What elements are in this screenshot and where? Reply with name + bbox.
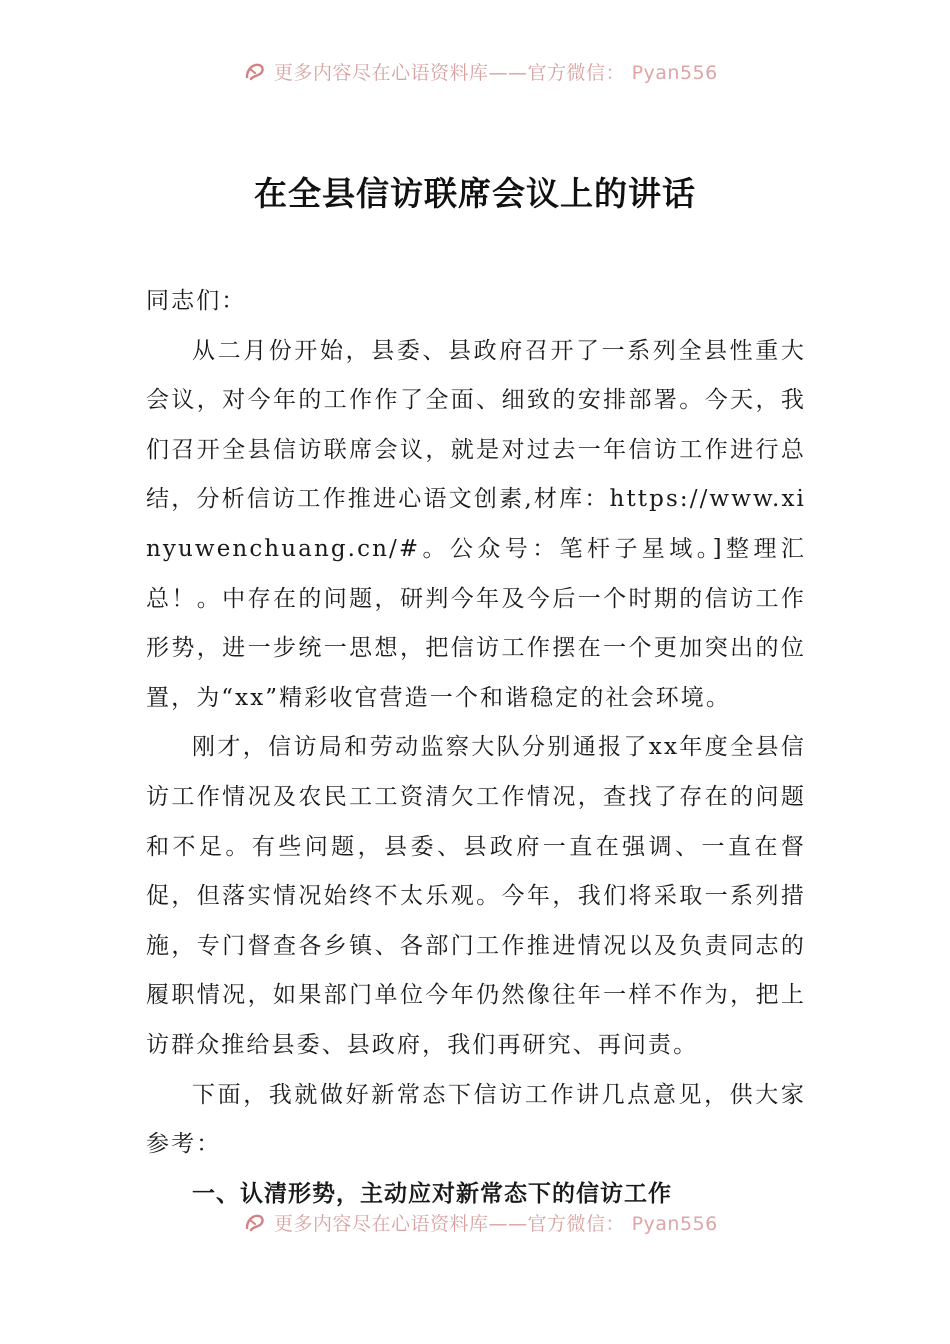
watermark-wechat-id: Pyan556 <box>631 1213 718 1235</box>
salutation: 同志们： <box>146 288 247 314</box>
brand-logo-icon <box>244 61 266 83</box>
document-title: 在全县信访联席会议上的讲话 <box>254 174 696 213</box>
watermark-label: 更多内容尽在心语资料库——官方微信： <box>274 62 626 84</box>
paragraph-3: 下面，我就做好新常态下信访工作讲几点意见，供大家参考： <box>146 1081 806 1158</box>
watermark-wechat-id: Pyan556 <box>631 62 718 84</box>
document-body <box>146 277 806 1219</box>
watermark-text <box>274 1209 718 1236</box>
paragraph-1: 从二月份开始，县委、县政府召开了一系列全县性重大会议，对今年的工作作了全面、细致的安排部署。今天，我们召开全县信访联席会议，就是对过去一年信访工作进行总结，分析信访工作推进心语文创素,材库：https://www.xinyuwenchuang.cn/#。公众号：笔杆子星域。]整理汇总！。中存在的问题，研判今年及今后一个时期的信访工作形势，进一步统一思想，把信访工作摆在一个更加突出的位置，为“xx”精彩收官营造一个和谐稳定的社会环境。 <box>146 337 806 711</box>
paragraph-2: 刚才，信访局和劳动监察大队分别通报了xx年度全县信访工作情况及农民工工资清欠工作情况，查找了存在的问题和不足。有些问题，县委、县政府一直在强调、一直在督促，但落实情况始终不太乐观。今年，我们将采取一系列措施，专门督查各乡镇、各部门工作推进情况以及负责同志的履职情况，如果部门单位今年仍然像往年一样不作为，把上访群众推给县委、县政府，我们再研究、再问责。 <box>146 734 806 1058</box>
watermark-text <box>274 58 718 85</box>
watermark-footer <box>0 1207 950 1237</box>
section-heading-1: 一、认清形势，主动应对新常态下的信访工作 <box>192 1180 672 1207</box>
brand-logo-icon <box>244 1212 266 1234</box>
watermark-label: 更多内容尽在心语资料库——官方微信： <box>274 1213 626 1235</box>
watermark-header <box>0 56 950 86</box>
